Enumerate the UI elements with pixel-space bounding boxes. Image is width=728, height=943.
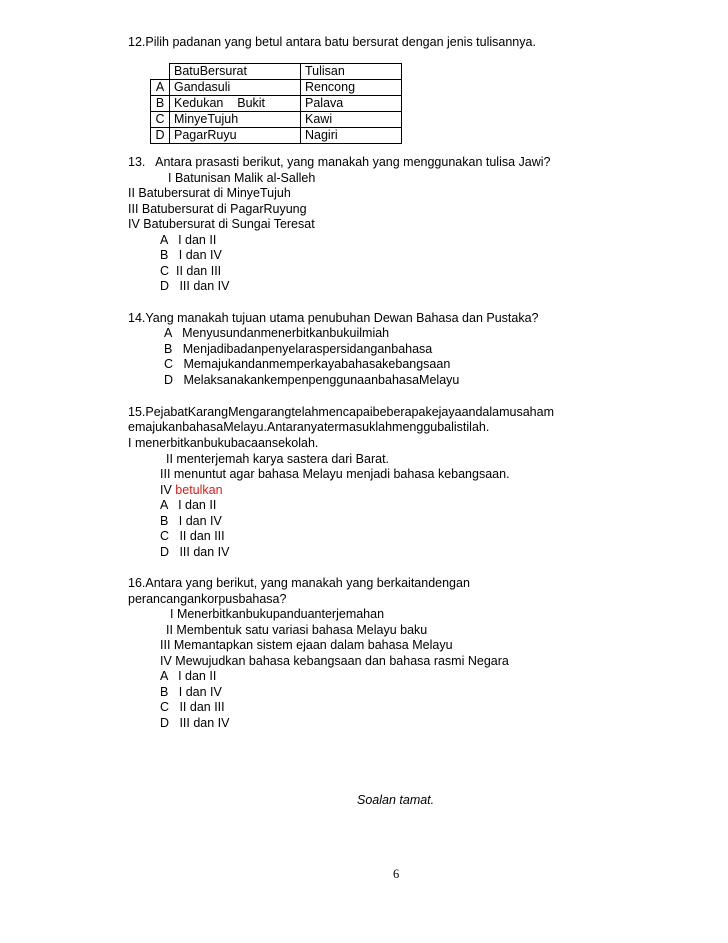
q13-option-a: A I dan II [160,233,217,247]
q15-option-c: C II dan III [160,529,225,543]
table-cell-tulisan: Palava [301,96,402,112]
q16-item-1: I Menerbitkanbukupanduanterjemahan [170,607,385,621]
table-cell-tulisan: Kawi [301,112,402,128]
q16-item-3: III Memantapkan sistem ejaan dalam bahasa Melayu [160,638,453,652]
q13-item-3: III Batubersurat di PagarRuyung [128,202,307,216]
q16-item-2: II Membentuk satu variasi bahasa Melayu baku [166,623,428,637]
q14-option-a: A Menyusundanmenerbitkanbukuilmiah [164,326,390,340]
table-header-tulisan: Tulisan [301,64,402,80]
q15-item-2: II menterjemah karya sastera dari Barat. [166,452,390,466]
question-14-text: 14.Yang manakah tujuan utama penubuhan Dewan Bahasa dan Pustaka? [128,311,539,325]
q15-item-3: III menuntut agar bahasa Melayu menjadi bahasa kebangsaan. [160,467,510,481]
question-12-text: 12.Pilih padanan yang betul antara batu bersurat dengan jenis tulisannya. [128,35,536,49]
table-cell-batu: Gandasuli [170,80,301,96]
q13-option-c: C II dan III [160,264,222,278]
q13-item-1: I Batunisan Malik al-Salleh [168,171,316,185]
q16-item-4: IV Mewujudkan bahasa kebangsaan dan bahasa rasmi Negara [160,654,509,668]
q13-item-4: IV Batubersurat di Sungai Teresat [128,217,315,231]
q13-item-2: II Batubersurat di MinyeTujuh [128,186,291,200]
table-row [151,96,402,112]
q14-option-d: D MelaksanakankempenpenggunaanbahasaMelayu [164,373,460,387]
table-cell-batu: Kedukan Bukit [170,96,301,112]
question-15-line-1: 15.PejabatKarangMengarangtelahmencapaibeberapakejayaandalamusaham [128,405,555,419]
q16-option-c: C II dan III [160,700,225,714]
q15-item-4 [160,483,223,498]
q15-item-1: I menerbitkanbukubacaansekolah. [128,436,319,450]
table-row [151,112,402,128]
matching-table [150,63,402,144]
table-row [151,128,402,144]
end-of-questions-text: Soalan tamat. [357,793,435,807]
table-row [151,80,402,96]
table-header-batu: BatuBersurat [170,64,301,80]
q14-option-b: B Menjadibadanpenyelaraspersidanganbahasa [164,342,433,356]
table-header-row [151,64,402,80]
question-15-line-2: emajukanbahasaMelayu.Antaranyatermasuklahmenggubalistilah. [128,420,490,434]
table-cell-batu: PagarRuyu [170,128,301,144]
table-cell-batu: MinyeTujuh [170,112,301,128]
q16-option-a: A I dan II [160,669,217,683]
table-cell-tulisan: Nagiri [301,128,402,144]
q13-option-d: D III dan IV [160,279,230,293]
q16-option-d: D III dan IV [160,716,230,730]
q15-option-a: A I dan II [160,498,217,512]
q15-item-4-number: IV [160,483,172,497]
question-16-line-1: 16.Antara yang berikut, yang manakah yang berkaitandengan [128,576,470,590]
table-cell-key: B [151,96,170,112]
table-header-empty [151,64,170,80]
q14-option-c: C Memajukandanmemperkayabahasakebangsaan [164,357,451,371]
table-cell-key: A [151,80,170,96]
table-cell-key: C [151,112,170,128]
q15-item-4-text: betulkan [175,483,223,497]
table-cell-tulisan: Rencong [301,80,402,96]
q13-option-b: B I dan IV [160,248,222,262]
q16-option-b: B I dan IV [160,685,222,699]
page-number: 6 [393,867,400,881]
question-16-line-2: perancangankorpusbahasa? [128,592,287,606]
table-cell-key: D [151,128,170,144]
q15-option-b: B I dan IV [160,514,222,528]
q15-option-d: D III dan IV [160,545,230,559]
question-13-text: 13. Antara prasasti berikut, yang manakah yang menggunakan tulisa Jawi? [128,155,551,169]
